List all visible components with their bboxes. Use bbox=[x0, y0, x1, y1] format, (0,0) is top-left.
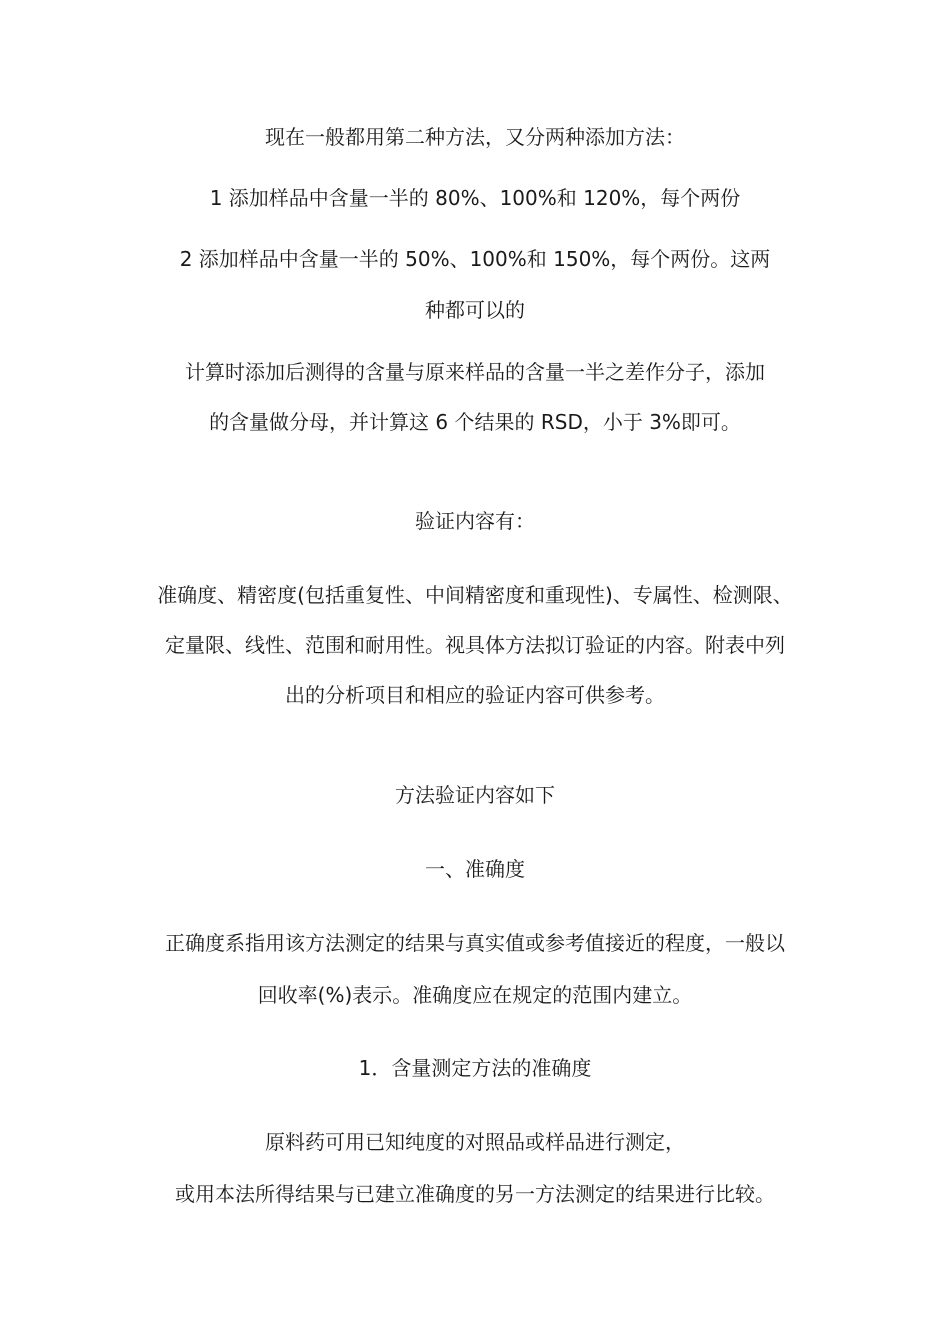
section-heading-accuracy: 一、准确度 bbox=[425, 857, 525, 881]
text-line-method-2: 2 添加样品中含量一半的 50%、100%和 150%，每个两份。这两 bbox=[179, 247, 771, 271]
text-line-intro: 现在一般都用第二种方法，又分两种添加方法： bbox=[265, 125, 685, 149]
subheading-assay-accuracy: 1．含量测定方法的准确度 bbox=[358, 1056, 592, 1080]
text-line-validation-items: 准确度、精密度(包括重复性、中间精密度和重现性)、专属性、检测限、 bbox=[157, 583, 793, 607]
text-line-api-cont: 或用本法所得结果与已建立准确度的另一方法测定的结果进行比较。 bbox=[175, 1182, 775, 1206]
text-line-validation-items-end: 出的分析项目和相应的验证内容可供参考。 bbox=[285, 683, 665, 707]
text-line-method-2-cont: 种都可以的 bbox=[425, 298, 525, 322]
text-line-api: 原料药可用已知纯度的对照品或样品进行测定， bbox=[265, 1130, 685, 1154]
text-line-accuracy-def-cont: 回收率(%)表示。准确度应在规定的范围内建立。 bbox=[257, 983, 693, 1007]
section-heading-validation-content: 验证内容有： bbox=[415, 509, 535, 533]
text-line-validation-items-cont: 定量限、线性、范围和耐用性。视具体方法拟订验证的内容。附表中列 bbox=[165, 633, 785, 657]
text-line-calc: 计算时添加后测得的含量与原来样品的含量一半之差作分子，添加 bbox=[185, 360, 765, 384]
section-heading-method-validation: 方法验证内容如下 bbox=[395, 783, 555, 807]
text-line-accuracy-def: 正确度系指用该方法测定的结果与真实值或参考值接近的程度，一般以 bbox=[165, 931, 785, 955]
text-line-method-1: 1 添加样品中含量一半的 80%、100%和 120%，每个两份 bbox=[209, 186, 741, 210]
text-line-calc-cont: 的含量做分母，并计算这 6 个结果的 RSD，小于 3%即可。 bbox=[209, 410, 741, 434]
